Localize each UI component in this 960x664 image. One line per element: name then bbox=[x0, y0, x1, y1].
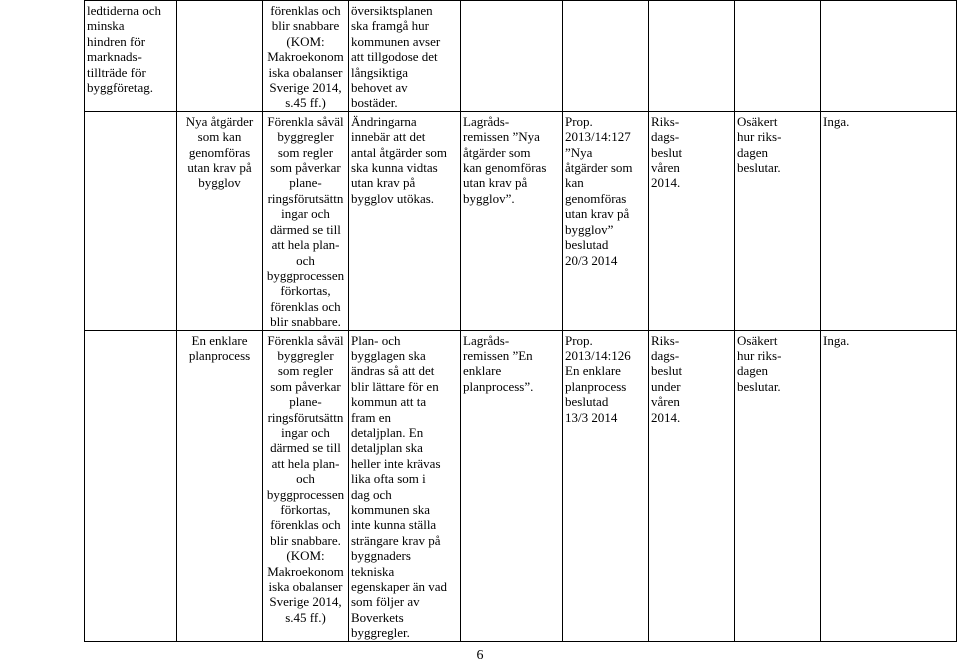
table-cell bbox=[461, 111, 563, 330]
table-row bbox=[85, 330, 957, 641]
cell-text: Förenkla såväl byggregler som regler som påverkar plane- ringsförutsättn ingar och därmed se till att hela plan- och byggprocessen förkortas, förenklas och blir snabbare. (KOM: Makroekonom iska obalanser Sverige 2014, s.45 ff.) bbox=[266, 332, 345, 625]
cell-text: Riks- dags- beslut våren 2014. bbox=[651, 113, 683, 191]
table-cell bbox=[177, 111, 263, 330]
cell-text: Inga. bbox=[823, 332, 850, 348]
cell-text: förenklas och blir snabbare (KOM: Makroekonom iska obalanser Sverige 2014, s.45 ff.) bbox=[267, 3, 344, 111]
cell-text: Lagråds- remissen ”Nya åtgärder som kan genomföras utan krav på bygglov”. bbox=[463, 113, 547, 206]
cell-text: Osäkert hur riks- dagen beslutar. bbox=[737, 113, 782, 176]
table-cell bbox=[735, 1, 821, 112]
table-cell bbox=[177, 1, 263, 112]
cell-text: Osäkert hur riks- dagen beslutar. bbox=[737, 332, 782, 394]
table-cell bbox=[735, 330, 821, 641]
measures-table bbox=[84, 0, 957, 642]
table-cell bbox=[349, 330, 461, 641]
table-cell bbox=[563, 111, 649, 330]
table-cell bbox=[349, 1, 461, 112]
cell-text: Förenkla såväl byggregler som regler som påverkar plane- ringsförutsättn ingar och därmed se till att hela plan- och byggprocessen förkortas, förenklas och blir snabbare. bbox=[266, 113, 345, 330]
cell-text: översiktsplanen ska framgå hur kommunen avser att tillgodose det långsiktiga behovet av bostäder. bbox=[351, 3, 441, 111]
table-cell bbox=[649, 330, 735, 641]
cell-text: Plan- och bygglagen ska ändras så att det blir lättare för en kommun att ta fram en detaljplan. En detaljplan ska heller inte krävas lika ofta som i dag och kommunen ska inte kunna ställa strängare krav på byggnaders tekniska egenskaper än vad som följer av Boverkets byggregler. bbox=[351, 332, 448, 641]
table-cell bbox=[735, 111, 821, 330]
table-row bbox=[85, 111, 957, 330]
cell-text: Prop. 2013/14:126 En enklare planprocess beslutad 13/3 2014 bbox=[565, 332, 631, 425]
cell-text: Lagråds- remissen ”En enklare planprocess”. bbox=[463, 332, 534, 394]
table-cell bbox=[563, 1, 649, 112]
table-cell bbox=[649, 1, 735, 112]
table-cell bbox=[821, 1, 957, 112]
table-cell bbox=[821, 330, 957, 641]
table-cell bbox=[85, 330, 177, 641]
cell-text: Ändringarna innebär att det antal åtgärder som ska kunna vidtas utan krav på bygglov utökas. bbox=[351, 113, 448, 206]
table-cell bbox=[263, 330, 349, 641]
table-cell bbox=[85, 111, 177, 330]
table-cell bbox=[349, 111, 461, 330]
cell-text: En enklare planprocess bbox=[188, 332, 251, 363]
table-cell bbox=[85, 1, 177, 112]
cell-text: ledtiderna och minska hindren för marknads- tillträde för byggföretag. bbox=[87, 3, 161, 96]
table-cell bbox=[461, 1, 563, 112]
table-cell bbox=[821, 111, 957, 330]
cell-text: Prop. 2013/14:127 ”Nya åtgärder som kan genomföras utan krav på bygglov” beslutad 20/3 2014 bbox=[565, 113, 633, 268]
cell-text: Riks- dags- beslut under våren 2014. bbox=[651, 332, 683, 425]
table-row bbox=[85, 1, 957, 112]
table-cell bbox=[263, 111, 349, 330]
page-number: 6 bbox=[476, 648, 484, 663]
cell-text: Inga. bbox=[823, 113, 850, 129]
table-cell bbox=[177, 330, 263, 641]
cell-text: Nya åtgärder som kan genomföras utan krav på bygglov bbox=[185, 113, 254, 191]
table-cell bbox=[649, 111, 735, 330]
table-cell bbox=[263, 1, 349, 112]
table-cell bbox=[563, 330, 649, 641]
table-cell bbox=[461, 330, 563, 641]
